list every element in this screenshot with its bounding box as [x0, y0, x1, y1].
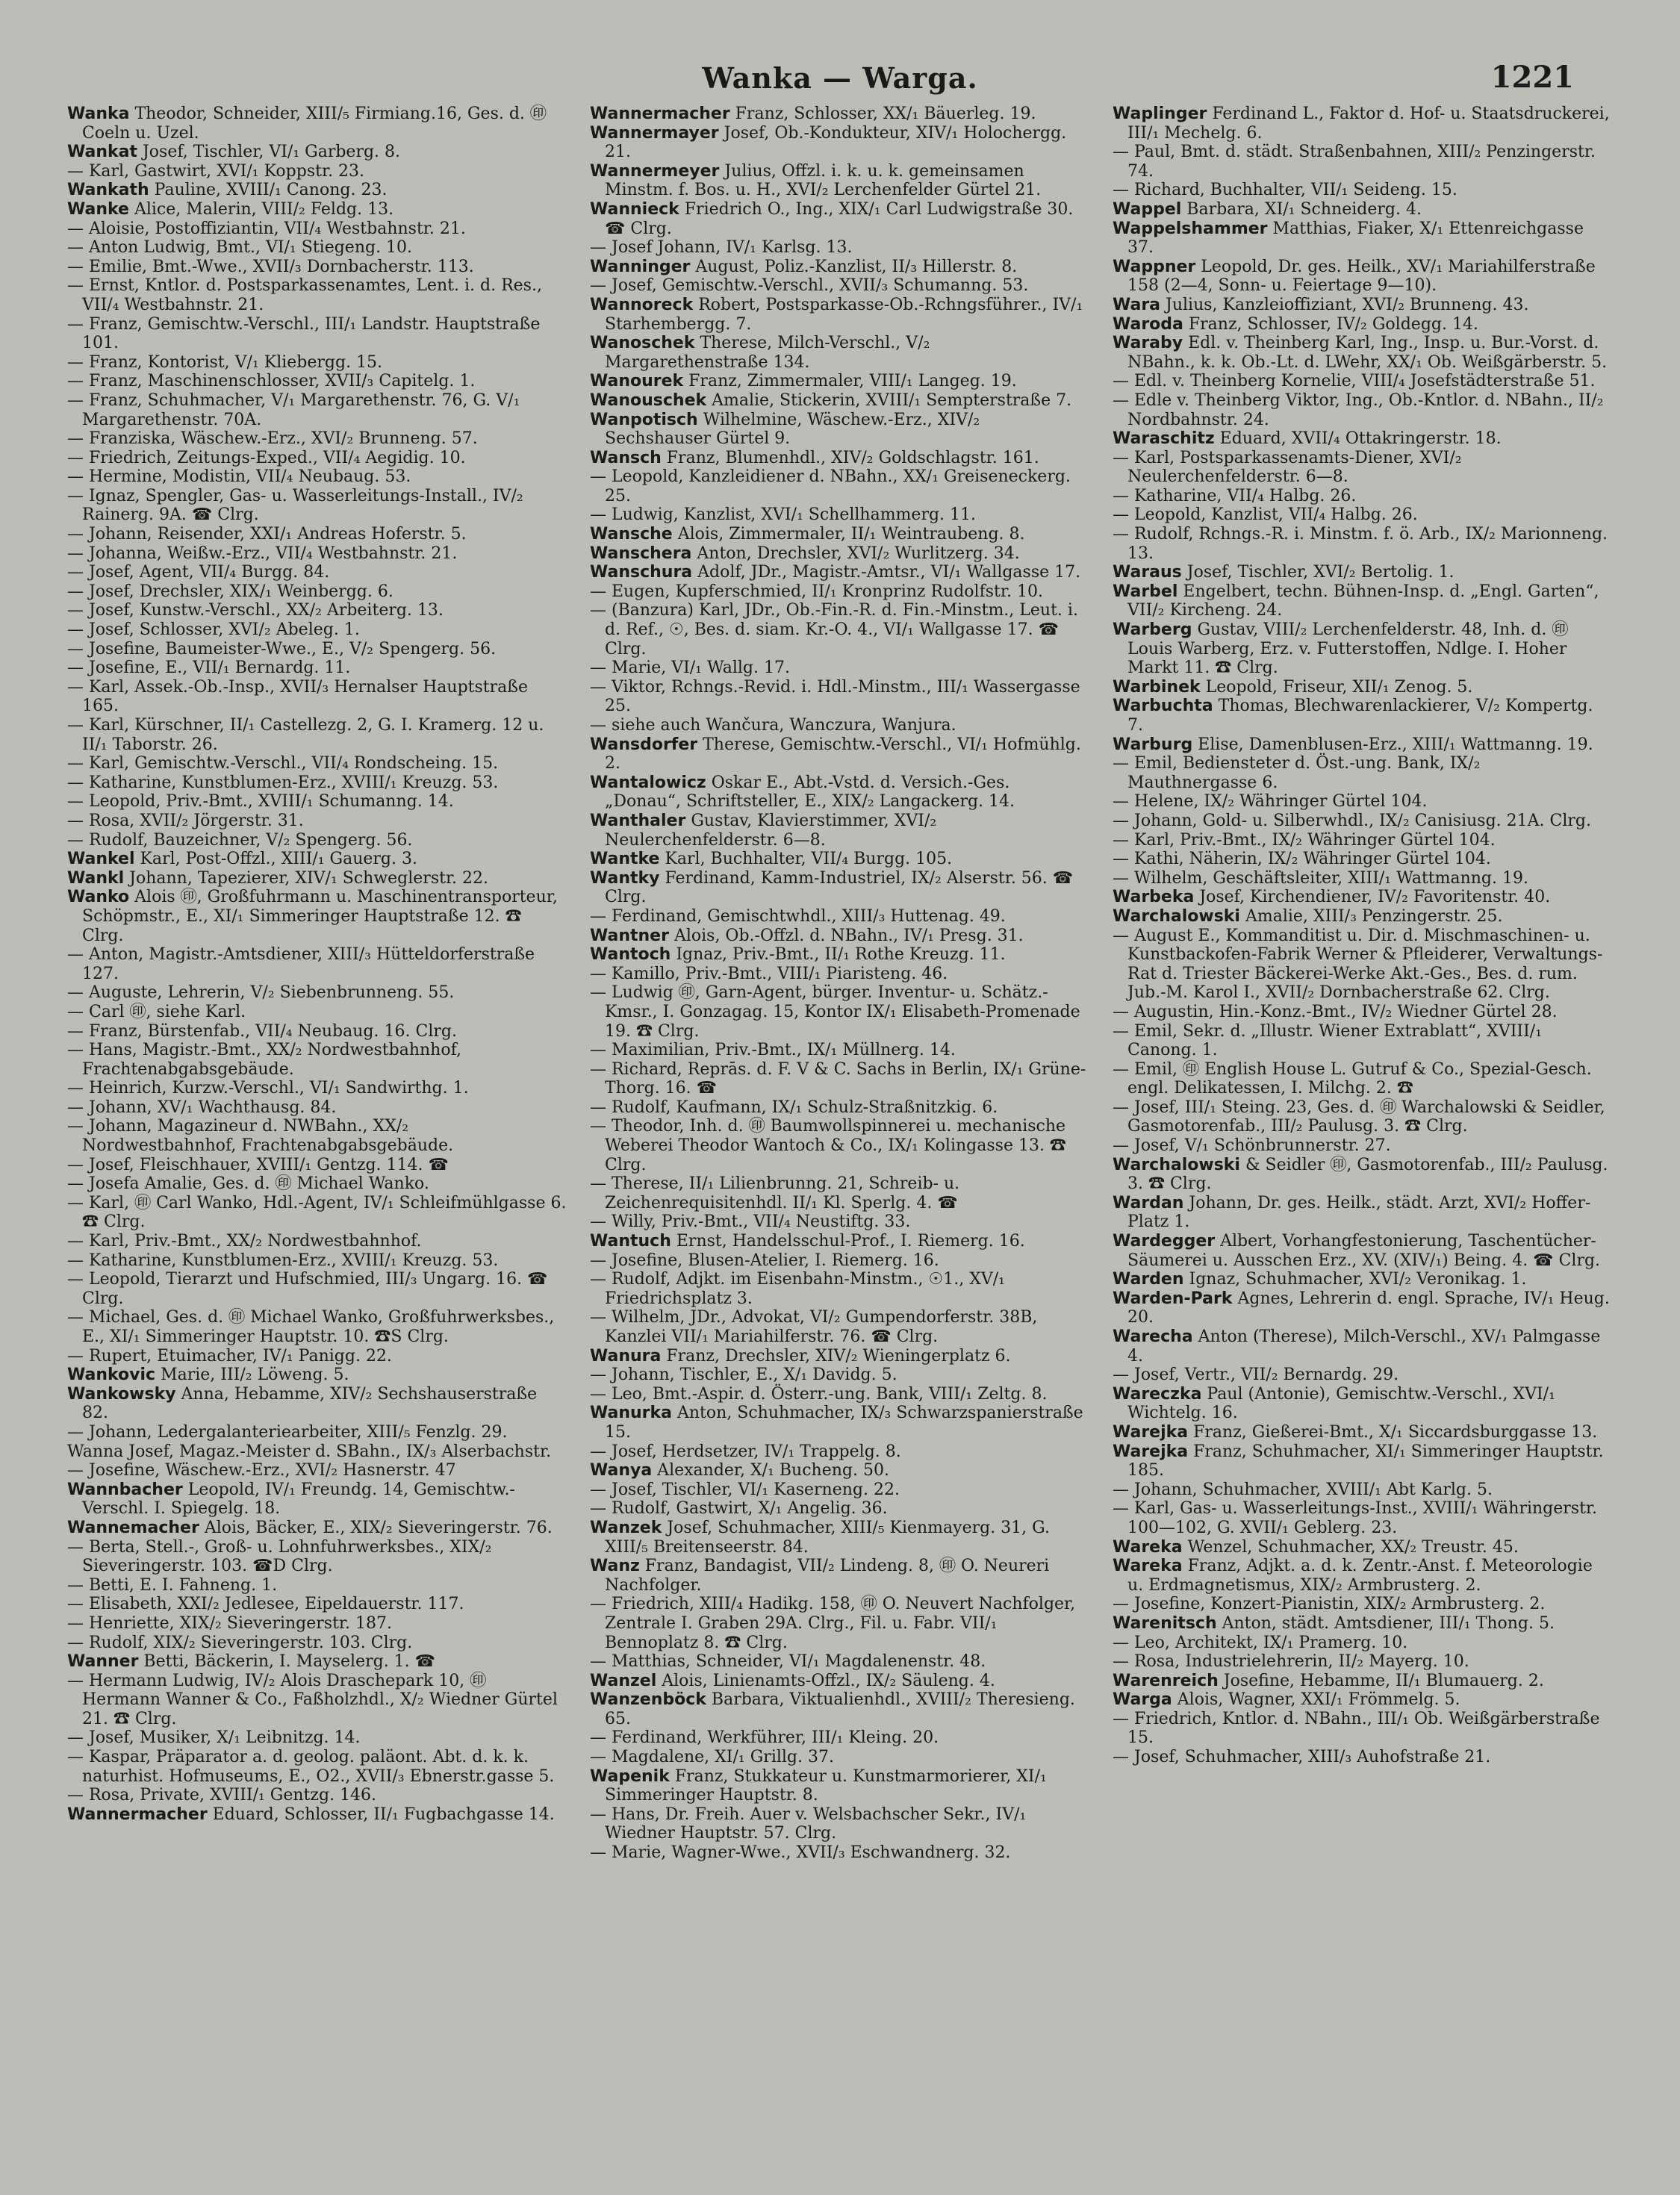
entry-surname: Wantoch: [590, 945, 671, 965]
directory-entry: — Josef, III/₁ Steing. 23, Ges. d. ㊞ Warchalowski & Seidler, Gasmotorenfab., III/₂ Paulusg. 3. ☎ Clrg.: [1113, 1098, 1605, 1136]
entry-surname: Wardan: [1113, 1193, 1184, 1212]
directory-entry: Wappel Barbara, XI/₁ Schneiderg. 4.: [1113, 199, 1422, 219]
directory-entry: Wanurka Anton, Schuhmacher, IX/₃ Schwarzspanierstraße 15.: [590, 1404, 1083, 1442]
entry-surname: Wara: [1113, 295, 1161, 314]
directory-entry: Wappner Leopold, Dr. ges. Heilk., XV/₁ Mariahilferstraße 158 (2—4, Sonn- u. Feiertage 9—10).: [1113, 257, 1596, 296]
directory-entry: Warenitsch Anton, städt. Amtsdiener, III/₁ Thong. 5.: [1113, 1613, 1555, 1633]
directory-entry: — Anton Ludwig, Bmt., VI/₁ Stiegeng. 10.: [67, 238, 413, 258]
directory-entry: Wanschera Anton, Drechsler, XVI/₂ Wurlitzerg. 34.: [590, 544, 1020, 563]
directory-entry: — Josef, Musiker, X/₁ Leibnitzg. 14.: [67, 1728, 361, 1748]
directory-entry: — Karl, Gastwirt, XVI/₁ Koppstr. 23.: [67, 161, 365, 181]
entry-surname: Wareczka: [1113, 1384, 1202, 1404]
directory-entry: — Josef, Schuhmacher, XIII/₃ Auhofstraße 21.: [1113, 1748, 1491, 1767]
entry-surname: Wansche: [590, 525, 673, 544]
entry-surname: Wankowsky: [67, 1384, 176, 1404]
directory-entry: Wappelshammer Matthias, Fiaker, X/₁ Ettenreichgasse 37.: [1113, 219, 1584, 258]
directory-entry: — Josefine, Konzert-Pianistin, XIX/₂ Armbrusterg. 2.: [1113, 1595, 1546, 1614]
directory-entry: Wantalowicz Oskar E., Abt.-Vstd. d. Versich.-Ges. „Donau“, Schriftsteller, E., XIX/₂ Langackerg. 14.: [590, 773, 1015, 812]
directory-entry: Wankl Johann, Tapezierer, XIV/₁ Schweglerstr. 22.: [67, 868, 489, 888]
entry-surname: Wanninger: [590, 257, 691, 276]
directory-entry: — Josef, Schlosser, XVI/₂ Abeleg. 1.: [67, 620, 360, 640]
directory-entry: Warchalowski Amalie, XIII/₃ Penzingerstr. 25.: [1113, 906, 1503, 926]
directory-entry: — Friedrich, Kntlor. d. NBahn., III/₁ Ob. Weißgärberstraße 15.: [1113, 1709, 1600, 1748]
directory-entry: Wara Julius, Kanzleioffiziant, XVI/₂ Brunneng. 43.: [1113, 295, 1529, 314]
directory-entry: — Katharine, Kunstblumen-Erz., XVIII/₁ Kreuzg. 53.: [67, 773, 499, 792]
directory-entry: — Henriette, XIX/₂ Sieveringerstr. 187.: [67, 1613, 392, 1633]
directory-entry: — Karl, Kürschner, II/₁ Castellezg. 2, G. I. Kramerg. 12 u. II/₁ Taborstr. 26.: [67, 716, 544, 754]
entry-surname: Wapenik: [590, 1766, 670, 1786]
entry-surname: Wantner: [590, 926, 669, 945]
directory-columns: [67, 105, 1613, 2165]
entry-surname: Wantuch: [590, 1232, 671, 1251]
directory-entry: — Ludwig ㊞, Garn-Agent, bürger. Inventur- u. Schätz.-Kmsr., I. Gonzagag. 15, Kontor IX/₁ Elisabeth-Promenade 19. ☎ Clrg.: [590, 983, 1080, 1041]
directory-entry: — Franz, Maschinenschlosser, XVII/₃ Capitelg. 1.: [67, 372, 476, 391]
directory-entry: Wankel Karl, Post-Offzl., XIII/₁ Gauerg. 3.: [67, 850, 417, 869]
directory-entry: — Marie, Wagner-Wwe., XVII/₃ Eschwandnerg. 32.: [590, 1843, 1011, 1863]
directory-entry: — Rudolf, Rchngs.-R. i. Minstm. f. ö. Arb., IX/₂ Marionneng. 13.: [1113, 525, 1608, 563]
directory-entry: — Johann, Magazineur d. NWBahn., XX/₂ Nordwestbahnhof, Frachtenabgabsgebäude.: [67, 1117, 454, 1156]
directory-entry: Wansch Franz, Blumenhdl., XIV/₂ Goldschlagstr. 161.: [590, 448, 1039, 467]
entry-surname: Wanpotisch: [590, 410, 698, 429]
entry-surname: Warbel: [1113, 582, 1178, 601]
directory-entry: — Friedrich, XIII/₄ Hadikg. 158, ㊞ O. Neuvert Nachfolger, Zentrale I. Graben 29A. Clrg., Fil. u. Fabr. VII/₁ Bennoplatz 8. ☎ Clrg.: [590, 1595, 1076, 1652]
directory-entry: — Ferdinand, Werkführer, III/₁ Kleing. 20.: [590, 1728, 939, 1748]
entry-surname: Wannermeyer: [590, 161, 720, 181]
entry-surname: Wantalowicz: [590, 773, 706, 792]
directory-entry: — Maximilian, Priv.-Bmt., IX/₁ Müllnerg. 14.: [590, 1041, 956, 1060]
directory-entry: — Edl. v. Theinberg Kornelie, VIII/₄ Josefstädterstraße 51.: [1113, 372, 1596, 391]
directory-entry: Wantky Ferdinand, Kamm-Industriel, IX/₂ Alserstr. 56. ☎ Clrg.: [590, 868, 1074, 907]
directory-entry: — Josef, Drechsler, XIX/₁ Weinbergg. 6.: [67, 582, 393, 601]
entry-surname: Warenreich: [1113, 1671, 1219, 1690]
directory-entry: — Franz, Bürstenfab., VII/₄ Neubaug. 16. Clrg.: [67, 1021, 457, 1041]
directory-entry: Waraus Josef, Tischler, XVI/₂ Bertolig. 1.: [1113, 563, 1455, 582]
entry-surname: Waroda: [1113, 314, 1183, 334]
directory-entry: Wareczka Paul (Antonie), Gemischtw.-Verschl., XVI/₁ Wichtelg. 16.: [1113, 1384, 1555, 1423]
directory-entry: — Josef, Kunstw.-Verschl., XX/₂ Arbeiterg. 13.: [67, 601, 444, 620]
directory-entry: — Rosa, XVII/₂ Jörgerstr. 31.: [67, 811, 304, 830]
entry-surname: Wannbacher: [67, 1480, 183, 1499]
directory-entry: — Rupert, Etuimacher, IV/₁ Panigg. 22.: [67, 1346, 392, 1366]
entry-surname: Warecha: [1113, 1327, 1193, 1346]
directory-entry: Warejka Franz, Gießerei-Bmt., X/₁ Siccardsburggasse 13.: [1113, 1422, 1598, 1442]
entry-surname: Wannemacher: [67, 1518, 199, 1537]
directory-entry: Wannieck Friedrich O., Ing., XIX/₁ Carl Ludwigstraße 30. ☎ Clrg.: [590, 199, 1074, 238]
directory-entry: — Rosa, Industrielehrerin, II/₂ Mayerg. 10.: [1113, 1652, 1469, 1672]
directory-entry: — Emil, Bediensteter d. Öst.-ung. Bank, IX/₂ Mauthnergasse 6.: [1113, 754, 1481, 792]
directory-entry: — Josef, V/₁ Schönbrunnerstr. 27.: [1113, 1136, 1391, 1156]
entry-surname: Wareka: [1113, 1557, 1183, 1576]
directory-entry: — Josefine, Baumeister-Wwe., E., V/₂ Spengerg. 56.: [67, 639, 497, 658]
entry-surname: Warburg: [1113, 735, 1193, 754]
directory-entry: Wanourek Franz, Zimmermaler, VIII/₁ Langeg. 19.: [590, 372, 1017, 391]
directory-entry: — Emil, Sekr. d. „Illustr. Wiener Extrablatt“, XVIII/₁ Canong. 1.: [1113, 1021, 1543, 1060]
entry-surname: Warchalowski: [1113, 906, 1240, 926]
directory-entry: Warchalowski & Seidler ㊞, Gasmotorenfab., III/₂ Paulusg. 3. ☎ Clrg.: [1113, 1155, 1608, 1194]
directory-entry: — Leopold, Kanzlist, VII/₄ Halbg. 26.: [1113, 505, 1418, 525]
directory-entry: — Josef, Fleischhauer, XVIII/₁ Gentzg. 114. ☎: [67, 1155, 449, 1174]
entry-surname: Wansdorfer: [590, 735, 698, 754]
directory-entry: — Karl, Priv.-Bmt., XX/₂ Nordwestbahnhof.: [67, 1232, 422, 1251]
directory-entry: Wankovic Marie, III/₂ Löweng. 5.: [67, 1366, 349, 1385]
entry-surname: Wankat: [67, 143, 137, 162]
directory-entry: — Ferdinand, Gemischtwhdl., XIII/₃ Huttenag. 49.: [590, 906, 1006, 926]
directory-entry: Warenreich Josefine, Hebamme, II/₁ Blumauerg. 2.: [1113, 1671, 1544, 1690]
entry-surname: Wannermacher: [67, 1805, 208, 1824]
entry-surname: Warbeka: [1113, 888, 1195, 907]
entry-surname: Wanka: [67, 105, 130, 123]
directory-entry: Wanura Franz, Drechsler, XIV/₂ Wieningerplatz 6.: [590, 1346, 1011, 1366]
directory-entry: Wansdorfer Therese, Gemischtw.-Verschl., VI/₁ Hofmühlg. 2.: [590, 735, 1081, 773]
directory-entry: — Rosa, Private, XVIII/₁ Gentzg. 146.: [67, 1786, 377, 1805]
directory-entry: — Ludwig, Kanzlist, XVI/₁ Schellhammerg. 11.: [590, 505, 977, 525]
page-number: 1221: [1490, 60, 1574, 95]
directory-entry: — Kamillo, Priv.-Bmt., VIII/₁ Piaristeng. 46.: [590, 964, 948, 983]
directory-entry: Warden-Park Agnes, Lehrerin d. engl. Sprache, IV/₁ Heug. 20.: [1113, 1289, 1610, 1327]
directory-entry: — Emil, ㊞ English House L. Gutruf & Co., Spezial-Gesch. engl. Delikatessen, I. Milchg. 2. ☎: [1113, 1059, 1592, 1098]
directory-entry: — Josefa Amalie, Ges. d. ㊞ Michael Wanko.: [67, 1174, 429, 1194]
directory-entry: — Wilhelm, JDr., Advokat, VI/₂ Gumpendorferstr. 38B, Kanzlei VII/₁ Mariahilferstr. 76. ☎ Clrg.: [590, 1308, 1038, 1346]
directory-entry: — Michael, Ges. d. ㊞ Michael Wanko, Großfuhrwerksbes., E., XI/₁ Simmeringer Hauptstr. 10. ☎S Clrg.: [67, 1308, 555, 1346]
directory-entry: Wankat Josef, Tischler, VI/₁ Garberg. 8.: [67, 143, 401, 162]
entry-surname: Wanke: [67, 199, 129, 219]
directory-entry: Wardan Johann, Dr. ges. Heilk., städt. Arzt, XVI/₂ Hoffer-Platz 1.: [1113, 1193, 1591, 1232]
directory-entry: Wantoch Ignaz, Priv.-Bmt., II/₁ Rothe Kreuzg. 11.: [590, 945, 1006, 965]
directory-entry: — Karl, Gemischtw.-Verschl., VII/₄ Rondscheing. 15.: [67, 754, 499, 773]
entry-surname: Wanthaler: [590, 811, 686, 830]
directory-entry: — Leopold, Priv.-Bmt., XVIII/₁ Schumanng. 14.: [67, 792, 454, 812]
column-2: [590, 105, 1090, 2165]
entry-surname: Warbuchta: [1113, 697, 1213, 716]
directory-entry: — Hermann Ludwig, IV/₂ Alois Draschepark 10, ㊞ Hermann Wanner & Co., Faßholzhdl., X/₂ Wiedner Gürtel 21. ☎ Clrg.: [67, 1671, 558, 1728]
directory-entry: Warga Alois, Wagner, XXI/₁ Frömmelg. 5.: [1113, 1690, 1460, 1710]
directory-entry: — Karl, Assek.-Ob.-Insp., XVII/₃ Hernalser Hauptstraße 165.: [67, 677, 528, 716]
entry-surname: Wansch: [590, 448, 662, 467]
directory-entry: Warejka Franz, Schuhmacher, XI/₁ Simmeringer Hauptstr. 185.: [1113, 1442, 1604, 1481]
directory-entry: Wanoschek Therese, Milch-Verschl., V/₂ Margarethenstraße 134.: [590, 334, 930, 372]
directory-entry: — Augustin, Hin.-Konz.-Bmt., IV/₂ Wiedner Gürtel 28.: [1113, 1002, 1558, 1021]
directory-entry: — Hans, Magistr.-Bmt., XX/₂ Nordwestbahnhof, Frachtenabgabsgebäude.: [67, 1041, 461, 1079]
directory-entry: — Leopold, Tierarzt und Hufschmied, III/₃ Ungarg. 16. ☎ Clrg.: [67, 1270, 548, 1308]
directory-entry: — Willy, Priv.-Bmt., VII/₄ Neustiftg. 33.: [590, 1212, 911, 1232]
directory-entry: Wanka Theodor, Schneider, XIII/₅ Firmiang.16, Ges. d. ㊞ Coeln u. Uzel.: [67, 105, 547, 143]
entry-surname: Wappel: [1113, 199, 1182, 219]
directory-entry: Warbeka Josef, Kirchendiener, IV/₂ Favoritenstr. 40.: [1113, 888, 1551, 907]
directory-entry: — Richard, Reprās. d. F. V & C. Sachs in Berlin, IX/₁ Grüne-Thorg. 16. ☎: [590, 1059, 1086, 1098]
directory-entry: Wantke Karl, Buchhalter, VII/₄ Burgg. 105.: [590, 850, 953, 869]
directory-entry: — Leo, Bmt.-Aspir. d. Österr.-ung. Bank, VIII/₁ Zeltg. 8.: [590, 1384, 1048, 1404]
directory-entry: — Aloisie, Postoffiziantin, VII/₄ Westbahnstr. 21.: [67, 219, 466, 238]
directory-entry: — Johann, Tischler, E., X/₁ Davidg. 5.: [590, 1366, 897, 1385]
directory-entry: — Johann, Schuhmacher, XVIII/₁ Abt Karlg. 5.: [1113, 1480, 1493, 1499]
directory-entry: Wankowsky Anna, Hebamme, XIV/₂ Sechshauserstraße 82.: [67, 1384, 538, 1423]
directory-entry: — Rudolf, Kaufmann, IX/₁ Schulz-Straßnitzkig. 6.: [590, 1098, 998, 1117]
directory-entry: — Rudolf, XIX/₂ Sieveringerstr. 103. Clrg.: [67, 1633, 413, 1652]
directory-entry: — Elisabeth, XXI/₂ Jedlesee, Eipeldauerstr. 117.: [67, 1595, 464, 1614]
directory-entry: Waplinger Ferdinand L., Faktor d. Hof- u. Staatsdruckerei, III/₁ Mechelg. 6.: [1113, 105, 1610, 143]
entry-surname: Warden: [1113, 1270, 1184, 1289]
directory-entry: — Rudolf, Gastwirt, X/₁ Angelig. 36.: [590, 1499, 888, 1519]
entry-surname: Warga: [1113, 1690, 1172, 1710]
entry-surname: Wareka: [1113, 1537, 1183, 1557]
directory-entry: — Anton, Magistr.-Amtsdiener, XIII/₃ Hütteldorferstraße 127.: [67, 945, 535, 983]
entry-surname: Wanzel: [590, 1671, 657, 1690]
entry-surname: Wanourek: [590, 372, 684, 391]
directory-entry: — Friedrich, Zeitungs-Exped., VII/₄ Aegidig. 10.: [67, 448, 466, 467]
directory-entry: Wanthaler Gustav, Klavierstimmer, XVI/₂ Neulerchenfelderstr. 6—8.: [590, 811, 937, 850]
directory-entry: Warden Ignaz, Schuhmacher, XVI/₂ Veronikag. 1.: [1113, 1270, 1527, 1289]
entry-surname: Warbinek: [1113, 677, 1201, 697]
directory-entry: Waraschitz Eduard, XVII/₄ Ottakringerstr. 18.: [1113, 429, 1502, 449]
directory-entry: — Josef, Vertr., VII/₂ Bernardg. 29.: [1113, 1366, 1399, 1385]
directory-entry: Wannermayer Josef, Ob.-Kondukteur, XIV/₁ Holochergg. 21.: [590, 123, 1067, 162]
directory-entry: Wanzel Alois, Linienamts-Offzl., IX/₂ Säuleng. 4.: [590, 1671, 995, 1690]
entry-surname: Wankl: [67, 868, 125, 888]
entry-surname: Wanko: [67, 888, 130, 907]
directory-entry: Warberg Gustav, VIII/₂ Lerchenfelderstr. 48, Inh. d. ㊞ Louis Warberg, Erz. v. Futterstoffen, Ndlge. I. Hoher Markt 11. ☎ Clrg.: [1113, 620, 1569, 678]
directory-entry: Wapenik Franz, Stukkateur u. Kunstmarmorierer, XI/₁ Simmeringer Hauptstr. 8.: [590, 1766, 1047, 1805]
directory-entry: Wanya Alexander, X/₁ Bucheng. 50.: [590, 1461, 889, 1481]
entry-surname: Warenitsch: [1113, 1613, 1217, 1633]
entry-surname: Wanner: [67, 1652, 139, 1672]
directory-entry: — Hermine, Modistin, VII/₄ Neubaug. 53.: [67, 467, 411, 487]
directory-entry: Wanz Franz, Bandagist, VII/₂ Lindeng. 8, ㊞ O. Neureri Nachfolger.: [590, 1557, 1050, 1595]
directory-entry: — Heinrich, Kurzw.-Verschl., VI/₁ Sandwirthg. 1.: [67, 1079, 469, 1098]
entry-surname: Wanschera: [590, 544, 692, 563]
entry-surname: Warberg: [1113, 620, 1192, 640]
directory-entry: Wanner Betti, Bäckerin, I. Mayselerg. 1. ☎: [67, 1652, 436, 1672]
directory-entry: — Theodor, Inh. d. ㊞ Baumwollspinnerei u. mechanische Weberei Theodor Wantoch & Co., IX/₁ Kolingasse 13. ☎ Clrg.: [590, 1117, 1066, 1174]
directory-entry: Wannbacher Leopold, IV/₁ Freundg. 14, Gemischtw.-Verschl. I. Spiegelg. 18.: [67, 1480, 515, 1519]
directory-entry: Wanke Alice, Malerin, VIII/₂ Feldg. 13.: [67, 199, 394, 219]
directory-entry: — Franz, Schuhmacher, V/₁ Margarethenstr. 76, G. V/₁ Margarethenstr. 70A.: [67, 390, 520, 429]
directory-entry: Wannermacher Franz, Schlosser, XX/₁ Bäuerleg. 19.: [590, 105, 1036, 123]
directory-entry: — Betti, E. I. Fahneng. 1.: [67, 1575, 278, 1595]
entry-surname: Wardegger: [1113, 1232, 1216, 1251]
directory-entry: — Magdalene, XI/₁ Grillg. 37.: [590, 1748, 834, 1767]
entry-surname: Wappelshammer: [1113, 219, 1268, 238]
directory-entry: Warbel Engelbert, techn. Bühnen-Insp. d. „Engl. Garten“, VII/₂ Kircheng. 24.: [1113, 582, 1599, 620]
running-head: Wanka — Warga.: [702, 61, 978, 95]
directory-entry: — Franz, Gemischtw.-Verschl., III/₁ Landstr. Hauptstraße 101.: [67, 314, 541, 353]
directory-entry: — Helene, IX/₂ Währinger Gürtel 104.: [1113, 792, 1428, 812]
directory-entry: Wantner Alois, Ob.-Offzl. d. NBahn., IV/₁ Presg. 31.: [590, 926, 1024, 945]
directory-entry: — Paul, Bmt. d. städt. Straßenbahnen, XIII/₂ Penzingerstr. 74.: [1113, 143, 1596, 181]
directory-entry: — Leopold, Kanzleidiener d. NBahn., XX/₁ Greiseneckerg. 25.: [590, 467, 1071, 505]
entry-surname: Warejka: [1113, 1442, 1189, 1461]
entry-surname: Wanouschek: [590, 390, 707, 410]
directory-entry: — Johann, Gold- u. Silberwhdl., IX/₂ Canisiusg. 21A. Clrg.: [1113, 811, 1591, 830]
directory-entry: Waraby Edl. v. Theinberg Karl, Ing., Insp. u. Bur.-Vorst. d. NBahn., k. k. Ob.-Lt. d. LWehr, XX/₁ Ob. Weißgärberstr. 5.: [1113, 334, 1608, 372]
directory-entry: — Katharine, Kunstblumen-Erz., XVIII/₁ Kreuzg. 53.: [67, 1251, 499, 1270]
directory-entry: — Viktor, Rchngs.-Revid. i. Hdl.-Minstm., III/₁ Wassergasse 25.: [590, 677, 1080, 716]
directory-entry: — Johann, XV/₁ Wachthausg. 84.: [67, 1098, 337, 1117]
directory-entry: — Richard, Buchhalter, VII/₁ Seideng. 15.: [1113, 181, 1457, 200]
directory-entry: — August E., Kommanditist u. Dir. d. Mischmaschinen- u. Kunstbackofen-Fabrik Werner & Pfleiderer, Verwaltungs-Rat d. Triester Bäckerei-Werke Akt.-Ges., Bes. d. rum. Jub.-M. Karol I., XVII/₂ Dornbacherstraße 62. Clrg.: [1113, 926, 1603, 1003]
entry-surname: Wannermayer: [590, 123, 719, 143]
directory-entry: — Josefine, Blusen-Atelier, I. Riemerg. 16.: [590, 1251, 939, 1270]
directory-entry: — Johann, Reisender, XXI/₁ Andreas Hoferstr. 5.: [67, 525, 467, 544]
entry-surname: Wannoreck: [590, 295, 694, 314]
entry-surname: Waraby: [1113, 334, 1183, 353]
entry-surname: Wankel: [67, 850, 135, 869]
entry-surname: Wanura: [590, 1346, 662, 1366]
directory-entry: — Karl, ㊞ Carl Wanko, Hdl.-Agent, IV/₁ Schleifmühlgasse 6. ☎ Clrg.: [67, 1193, 567, 1232]
directory-entry: Wansche Alois, Zimmermaler, II/₁ Weintraubeng. 8.: [590, 525, 1025, 544]
directory-entry: Wanzenböck Barbara, Viktualienhdl., XVIII/₂ Theresieng. 65.: [590, 1690, 1075, 1728]
directory-entry: — Ernst, Kntlor. d. Postsparkassenamtes, Lent. i. d. Res., VII/₄ Westbahnstr. 21.: [67, 276, 542, 314]
directory-entry: — Wilhelm, Geschäftsleiter, XIII/₁ Wattmanng. 19.: [1113, 868, 1528, 888]
directory-entry: — Josefine, E., VII/₁ Bernardg. 11.: [67, 658, 351, 678]
directory-entry: Wankath Pauline, XVIII/₁ Canong. 23.: [67, 181, 388, 200]
entry-surname: Wannermacher: [590, 105, 730, 123]
directory-entry: — Rudolf, Bauzeichner, V/₂ Spengerg. 56.: [67, 830, 413, 850]
directory-entry: Wanzek Josef, Schuhmacher, XIII/₅ Kienmayerg. 31, G. XIII/₅ Breitenseerstr. 84.: [590, 1518, 1050, 1557]
directory-entry: — Auguste, Lehrerin, V/₂ Siebenbrunneng. 55.: [67, 983, 455, 1003]
entry-surname: Wanzek: [590, 1518, 662, 1537]
directory-entry: — Johanna, Weißw.-Erz., VII/₄ Westbahnstr. 21.: [67, 544, 458, 563]
directory-entry: — (Banzura) Karl, JDr., Ob.-Fin.-R. d. Fin.-Minstm., Leut. i. d. Ref., ☉, Bes. d. siam. Kr.-O. 4., VI/₁ Wallgasse 17. ☎ Clrg.: [590, 601, 1078, 658]
directory-entry: — Carl ㊞, siehe Karl.: [67, 1002, 246, 1021]
directory-entry: — Josef, Gemischtw.-Verschl., XVII/₃ Schumanng. 53.: [590, 276, 1029, 296]
entry-surname: Wankath: [67, 181, 149, 200]
directory-entry: Wannoreck Robert, Postsparkasse-Ob.-Rchngsführer., IV/₁ Starhembergg. 7.: [590, 295, 1083, 334]
directory-entry: Wannemacher Alois, Bäcker, E., XIX/₂ Sieveringerstr. 76.: [67, 1518, 553, 1537]
directory-entry: — Franz, Kontorist, V/₁ Kliebergg. 15.: [67, 352, 383, 372]
entry-surname: Wanoschek: [590, 334, 695, 353]
column-3: [1113, 105, 1613, 2165]
directory-entry: — Eugen, Kupferschmied, II/₁ Kronprinz Rudolfstr. 10.: [590, 582, 1043, 601]
directory-entry: — Leo, Architekt, IX/₁ Pramerg. 10.: [1113, 1633, 1408, 1652]
entry-surname: Wanya: [590, 1461, 653, 1481]
directory-entry: Wanko Alois ㊞, Großfuhrmann u. Maschinentransporteur, Schöpmstr., E., XI/₁ Simmeringer Hauptstraße 12. ☎ Clrg.: [67, 888, 558, 945]
directory-entry: Wanouschek Amalie, Stickerin, XVIII/₁ Sempterstraße 7.: [590, 390, 1072, 410]
entry-surname: Waraschitz: [1113, 429, 1215, 449]
directory-entry: Warburg Elise, Damenblusen-Erz., XIII/₁ Wattmanng. 19.: [1113, 735, 1593, 754]
directory-entry: — Edle v. Theinberg Viktor, Ing., Ob.-Kntlor. d. NBahn., II/₂ Nordbahnstr. 24.: [1113, 390, 1604, 429]
directory-entry: Wanna Josef, Magaz.-Meister d. SBahn., IX/₃ Alserbachstr.: [67, 1442, 552, 1461]
directory-entry: — Hans, Dr. Freih. Auer v. Welsbachscher Sekr., IV/₁ Wiedner Hauptstr. 57. Clrg.: [590, 1805, 1027, 1843]
entry-surname: Warchalowski: [1113, 1155, 1240, 1174]
directory-entry: — Johann, Ledergalanteriearbeiter, XIII/₅ Fenzlg. 29.: [67, 1422, 508, 1442]
directory-entry: — Karl, Gas- u. Wasserleitungs-Inst., XVIII/₁ Währingerstr. 100—102, G. XVII/₁ Geblerg. 23.: [1113, 1499, 1598, 1537]
entry-surname: Wannieck: [590, 199, 679, 219]
directory-entry: — Josef, Herdsetzer, IV/₁ Trappelg. 8.: [590, 1442, 901, 1461]
directory-entry: — Ignaz, Spengler, Gas- u. Wasserleitungs-Install., IV/₂ Rainerg. 9A. ☎ Clrg.: [67, 486, 523, 525]
entry-surname: Wantke: [590, 850, 660, 869]
directory-entry: Wanschura Adolf, JDr., Magistr.-Amtsr., VI/₁ Wallgasse 17.: [590, 563, 1081, 582]
entry-surname: Wankovic: [67, 1366, 156, 1385]
directory-entry: — Therese, II/₁ Lilienbrunng. 21, Schreib- u. Zeichenrequisitenhdl. II/₁ Kl. Sperlg. 4. ☎: [590, 1174, 960, 1212]
directory-entry: Warecha Anton (Therese), Milch-Verschl., XV/₁ Palmgasse 4.: [1113, 1327, 1601, 1366]
entry-surname: Wanzenböck: [590, 1690, 706, 1710]
directory-entry: — Karl, Priv.-Bmt., IX/₂ Währinger Gürtel 104.: [1113, 830, 1496, 850]
entry-surname: Waplinger: [1113, 105, 1207, 123]
directory-entry: — Josef Johann, IV/₁ Karlsg. 13.: [590, 238, 853, 258]
entry-surname: Wantky: [590, 868, 660, 888]
directory-entry: Wannermacher Eduard, Schlosser, II/₁ Fugbachgasse 14.: [67, 1805, 555, 1824]
directory-entry: Wardegger Albert, Vorhangfestonierung, Taschentücher-Säumerei u. Ausschen Erz., XV. (XIV/₁) Being. 4. ☎ Clrg.: [1113, 1232, 1601, 1270]
directory-entry: Wareka Wenzel, Schuhmacher, XX/₂ Treustr. 45.: [1113, 1537, 1519, 1557]
directory-entry: Wanninger August, Poliz.-Kanzlist, II/₃ Hillerstr. 8.: [590, 257, 1018, 276]
directory-entry: Wanpotisch Wilhelmine, Wäschew.-Erz., XIV/₂ Sechshauser Gürtel 9.: [590, 410, 980, 449]
directory-entry: Wannermeyer Julius, Offzl. i. k. u. k. gemeinsamen Minstm. f. Bos. u. H., XVI/₂ Lerchenfelder Gürtel 21.: [590, 161, 1042, 200]
directory-entry: Wantuch Ernst, Handelsschul-Prof., I. Riemerg. 16.: [590, 1232, 1025, 1251]
directory-entry: — Matthias, Schneider, VI/₁ Magdalenenstr. 48.: [590, 1652, 986, 1672]
directory-entry: — siehe auch Wančura, Wanczura, Wanjura.: [590, 716, 956, 735]
directory-entry: — Kathi, Näherin, IX/₂ Währinger Gürtel 104.: [1113, 850, 1491, 869]
directory-entry: — Rudolf, Adjkt. im Eisenbahn-Minstm., ☉1., XV/₁ Friedrichsplatz 3.: [590, 1270, 1006, 1308]
directory-entry: — Berta, Stell.-, Groß- u. Lohnfuhrwerksbes., XIX/₂ Sieveringerstr. 103. ☎D Clrg.: [67, 1537, 492, 1576]
directory-entry: — Josef, Agent, VII/₄ Burgg. 84.: [67, 563, 330, 582]
directory-entry: Warbinek Leopold, Friseur, XII/₁ Zenog. 5.: [1113, 677, 1473, 697]
directory-entry: Warbuchta Thomas, Blechwarenlackierer, V/₂ Kompertg. 7.: [1113, 697, 1593, 735]
directory-entry: — Emilie, Bmt.-Wwe., XVII/₃ Dornbacherstr. 113.: [67, 257, 474, 276]
directory-entry: — Josefine, Wäschew.-Erz., XVI/₂ Hasnerstr. 47: [67, 1461, 456, 1481]
entry-surname: Wappner: [1113, 257, 1196, 276]
directory-entry: — Kaspar, Präparator a. d. geolog. paläont. Abt. d. k. k. naturhist. Hofmuseums, E., O2., XVII/₃ Ebnerstr.gasse 5.: [67, 1748, 555, 1786]
directory-entry: Waroda Franz, Schlosser, IV/₂ Goldegg. 14.: [1113, 314, 1478, 334]
directory-entry: — Karl, Postsparkassenamts-Diener, XVI/₂ Neulerchenfelderstr. 6—8.: [1113, 448, 1462, 487]
column-1: [67, 105, 567, 2165]
directory-entry: Wareka Franz, Adjkt. a. d. k. Zentr.-Anst. f. Meteorologie u. Erdmagnetismus, XIX/₂ Armbrusterg. 2.: [1113, 1557, 1593, 1595]
entry-surname: Warden-Park: [1113, 1289, 1233, 1308]
entry-surname: Warejka: [1113, 1422, 1189, 1442]
directory-entry: — Josef, Tischler, VI/₁ Kaserneng. 22.: [590, 1480, 900, 1499]
entry-surname: Wanschura: [590, 563, 693, 582]
entry-surname: Wanz: [590, 1557, 640, 1576]
directory-entry: — Marie, VI/₁ Wallg. 17.: [590, 658, 790, 678]
entry-surname: Waraus: [1113, 563, 1182, 582]
directory-entry: — Franziska, Wäschew.-Erz., XVI/₂ Brunneng. 57.: [67, 429, 478, 449]
entry-surname: Wanurka: [590, 1404, 672, 1423]
directory-entry: — Katharine, VII/₄ Halbg. 26.: [1113, 486, 1357, 505]
